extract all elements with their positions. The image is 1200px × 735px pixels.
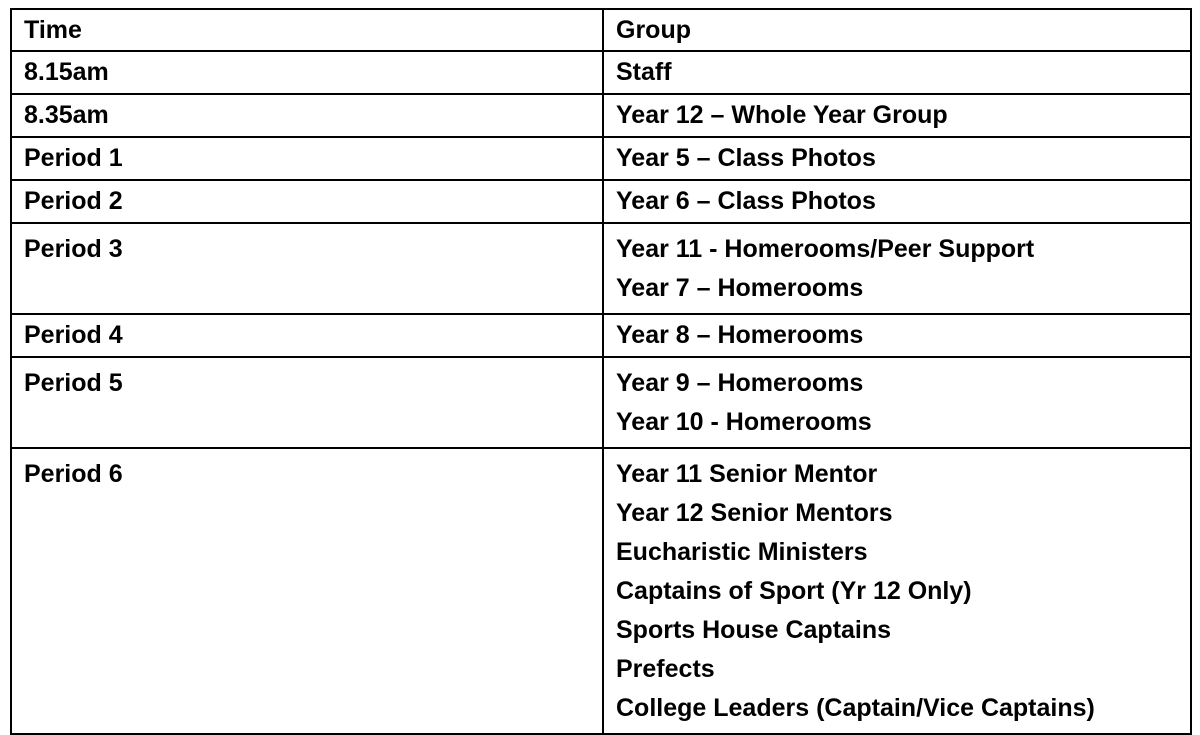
group-entry: Eucharistic Ministers	[616, 538, 868, 566]
group-cell	[603, 94, 1191, 137]
group-entry: Year 6 – Class Photos	[616, 187, 876, 215]
header-group: Group	[603, 9, 1191, 51]
time-cell: Period 4	[11, 314, 603, 357]
table-row	[11, 137, 1191, 180]
time-cell: Period 2	[11, 180, 603, 223]
table-row	[11, 223, 1191, 314]
group-cell	[603, 314, 1191, 357]
group-entry: Staff	[616, 58, 672, 86]
group-entry: Captains of Sport (Yr 12 Only)	[616, 577, 972, 605]
group-entry: Year 12 Senior Mentors	[616, 499, 893, 527]
group-cell	[603, 51, 1191, 94]
group-entry: Year 9 – Homerooms	[616, 369, 864, 397]
group-entry: Year 5 – Class Photos	[616, 144, 876, 172]
group-cell	[603, 180, 1191, 223]
table-row	[11, 180, 1191, 223]
group-entry: Year 10 - Homerooms	[616, 408, 872, 436]
table-header-row	[11, 9, 1191, 51]
schedule-document	[10, 8, 1190, 735]
table-row	[11, 314, 1191, 357]
table-row	[11, 51, 1191, 94]
time-cell: Period 6	[11, 448, 603, 734]
group-cell	[603, 137, 1191, 180]
time-cell: Period 3	[11, 223, 603, 314]
table-row	[11, 357, 1191, 448]
group-entry: Year 7 – Homerooms	[616, 274, 864, 302]
group-cell	[603, 357, 1191, 448]
time-cell: Period 5	[11, 357, 603, 448]
group-entry: College Leaders (Captain/Vice Captains)	[616, 694, 1095, 722]
group-entry: Prefects	[616, 655, 715, 683]
time-cell: Period 1	[11, 137, 603, 180]
group-cell	[603, 448, 1191, 734]
group-entry: Year 11 Senior Mentor	[616, 460, 878, 488]
table-row	[11, 94, 1191, 137]
table-row	[11, 448, 1191, 734]
group-entry: Sports House Captains	[616, 616, 892, 644]
group-entry: Year 12 – Whole Year Group	[616, 101, 948, 129]
photo-schedule-table	[10, 8, 1192, 735]
header-time: Time	[11, 9, 603, 51]
time-cell: 8.35am	[11, 94, 603, 137]
group-entry: Year 8 – Homerooms	[616, 321, 864, 349]
time-cell: 8.15am	[11, 51, 603, 94]
group-cell	[603, 223, 1191, 314]
group-entry: Year 11 - Homerooms/Peer Support	[616, 235, 1035, 263]
